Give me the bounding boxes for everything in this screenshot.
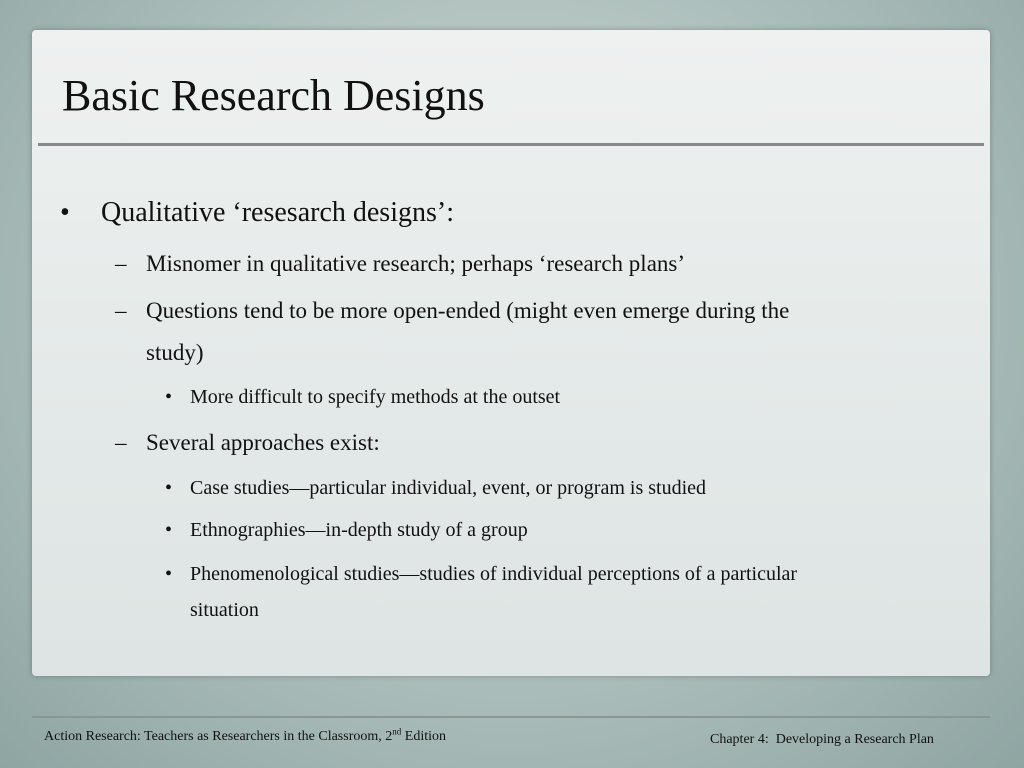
dash-icon: – <box>115 251 127 276</box>
bullet-text-line2: situation <box>190 599 259 621</box>
bullet-text: More difficult to specify methods at the outset <box>190 386 561 408</box>
footer-chapter: Chapter 4: Developing a Research Plan <box>710 732 934 747</box>
bullet-text-line2: study) <box>146 340 204 365</box>
footer-book-title <box>44 728 446 746</box>
dash-icon: – <box>115 298 127 323</box>
footer-divider <box>32 716 990 718</box>
bullet-text: Ethnographies—in-depth study of a group <box>190 519 528 541</box>
bullet-dot-icon: • <box>165 477 173 499</box>
bullet-dot-icon: • <box>165 519 173 541</box>
footer-book-title-main: Action Research: Teachers as Researchers in the Classroom, 2 <box>44 729 393 744</box>
title-divider <box>38 143 984 146</box>
footer-book-title-tail: Edition <box>401 729 446 744</box>
bullet-dot-icon: • <box>165 563 173 585</box>
dash-icon: – <box>115 430 127 455</box>
bullet-text: Several approaches exist: <box>146 430 380 455</box>
bullet-dot-icon: • <box>165 386 173 408</box>
bullet-text: Qualitative ‘resesarch designs’: <box>101 197 454 228</box>
bullet-text-line1: Phenomenological studies—studies of individual perceptions of a particular <box>190 563 798 585</box>
bullet-text: Misnomer in qualitative research; perhaps ‘research plans’ <box>146 251 686 276</box>
slide-title: Basic Research Designs <box>62 71 485 120</box>
bullet-text-line1: Questions tend to be more open-ended (might even emerge during the <box>146 298 790 323</box>
bullet-text: Case studies—particular individual, event, or program is studied <box>190 477 706 499</box>
footer-edition-superscript: nd <box>392 726 402 737</box>
bullet-dot-icon: • <box>60 197 70 228</box>
